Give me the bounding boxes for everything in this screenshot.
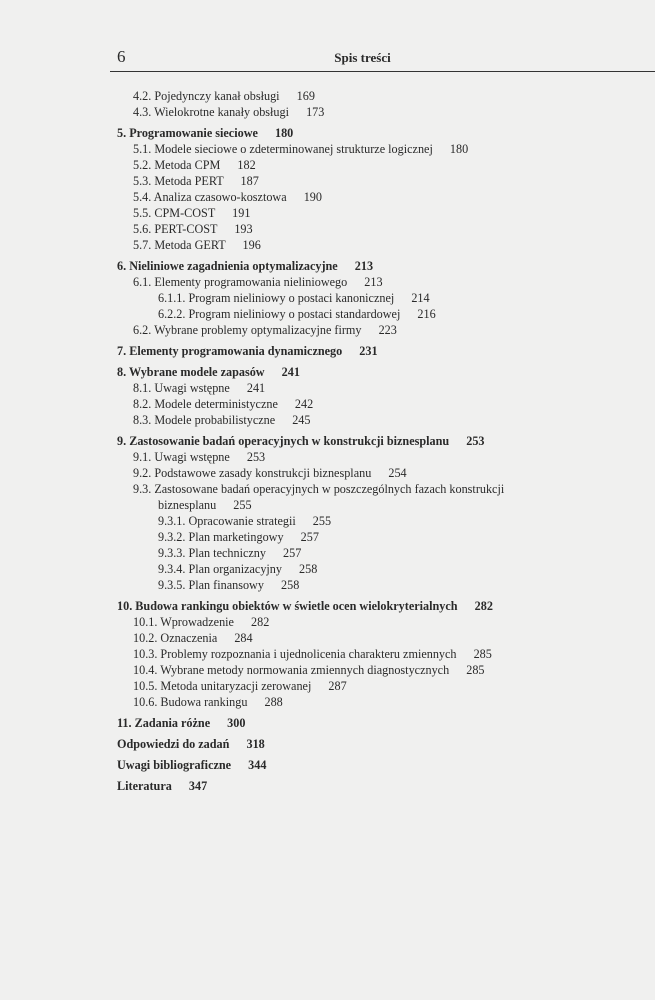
toc-chapter-entry <box>0 343 540 359</box>
toc-chapter-entry <box>0 778 540 794</box>
toc-entry-page: 241 <box>246 381 266 395</box>
toc-entry-number: 6.1. <box>133 275 152 289</box>
toc-section-entry <box>0 577 540 593</box>
toc-chapter-entry <box>0 715 540 731</box>
toc-section-entry <box>0 274 540 290</box>
toc-entry-title: Modele probabilistyczne <box>154 413 276 427</box>
toc-entry-page: 173 <box>306 105 325 119</box>
toc-entry-number: 10.1. <box>133 615 158 629</box>
toc-entry-number: 10.5. <box>133 679 158 693</box>
page-number: 6 <box>117 47 126 66</box>
toc-entry-number: 9.1. <box>133 450 152 464</box>
toc-entry-page: 282 <box>251 615 270 629</box>
toc-section-entry <box>0 646 540 662</box>
toc-entry-number: 9.3.3. <box>158 546 186 560</box>
toc-entry-number: 10.4. <box>133 663 158 677</box>
toc-entry-number: 4.3. <box>133 105 152 119</box>
toc-entry-page: 258 <box>299 562 318 576</box>
toc-section-entry <box>0 694 540 710</box>
toc-section-entry <box>0 322 540 338</box>
toc-section-entry <box>0 561 540 577</box>
toc-entry-number: 10.2. <box>133 631 158 645</box>
toc-entry-number: 5.4. <box>133 190 152 204</box>
toc-entry-title: Budowa rankingu <box>160 695 248 709</box>
toc-section-entry <box>0 412 540 428</box>
toc-entry-page: 285 <box>466 663 485 677</box>
toc-entry-title: Uwagi wstępne <box>154 381 230 395</box>
toc-entry-page: 288 <box>264 695 283 709</box>
toc-entry-title: Elementy programowania nieliniowego <box>154 275 348 289</box>
toc-section-entry <box>0 529 540 545</box>
toc-entry-number: 5.2. <box>133 158 152 172</box>
toc-entry-page: 285 <box>473 647 492 661</box>
toc-section-entry <box>0 630 540 646</box>
toc-entry-page: 214 <box>411 291 430 305</box>
header-rule <box>110 71 655 72</box>
toc-chapter-entry <box>0 125 540 141</box>
toc-entry-page: 284 <box>234 631 253 645</box>
toc-entry-title: Plan finansowy <box>188 578 264 592</box>
toc-entry-title: Program nieliniowy o postaci kanonicznej <box>188 291 395 305</box>
toc-section-entry <box>0 173 540 189</box>
toc-entry-page: 231 <box>359 344 378 358</box>
toc-chapter-entry <box>0 258 540 274</box>
toc-entry-page: 255 <box>233 498 252 512</box>
toc-entry-number: 10.3. <box>133 647 158 661</box>
toc-section-entry <box>0 205 540 221</box>
toc-section-entry <box>0 237 540 253</box>
toc-entry-title: Metoda CPM <box>154 158 221 172</box>
toc-entry-title: Nieliniowe zagadnienia optymalizacyjne <box>129 259 338 273</box>
toc-entry-number: 5.6. <box>133 222 152 236</box>
toc-section-entry <box>0 104 540 120</box>
toc-section-entry <box>0 396 540 412</box>
toc-entry-page: 182 <box>237 158 256 172</box>
toc-entry-title: Uwagi wstępne <box>154 450 230 464</box>
toc-entry-title: Plan techniczny <box>188 546 266 560</box>
toc-section-entry <box>0 614 540 630</box>
toc-entry-title: Elementy programowania dynamicznego <box>129 344 343 358</box>
toc-entry-title: Analiza czasowo-kosztowa <box>153 190 287 204</box>
toc-entry-number: 5.3. <box>133 174 152 188</box>
toc-entry-title: Literatura <box>117 779 172 793</box>
toc-entry-title: Plan organizacyjny <box>188 562 282 576</box>
toc-entry-page: 242 <box>294 397 314 411</box>
toc-entry-title: Budowa rankingu obiektów w świetle ocen wielokryterialnych <box>135 599 458 613</box>
toc-entry-title: Program nieliniowy o postaci standardowej <box>188 307 401 321</box>
table-of-contents <box>0 88 540 794</box>
toc-section-entry <box>0 662 540 678</box>
toc-entry-number: 10.6. <box>133 695 158 709</box>
toc-entry-title: Pojedynczy kanał obsługi <box>154 89 280 103</box>
toc-entry-page: 258 <box>281 578 300 592</box>
toc-section-entry <box>0 449 540 465</box>
toc-entry-page: 347 <box>188 779 208 793</box>
toc-entry-page: 216 <box>417 307 436 321</box>
toc-section-entry <box>0 189 540 205</box>
toc-entry-number: 5.5. <box>133 206 152 220</box>
toc-entry-number: 6.2.2. <box>158 307 186 321</box>
toc-entry-title: Oznaczenia <box>160 631 218 645</box>
toc-entry-number: 5.7. <box>133 238 152 252</box>
toc-entry-page: 193 <box>234 222 253 236</box>
toc-entry-number: 9.3.5. <box>158 578 186 592</box>
toc-entry-title: Zastosowane badań operacyjnych w poszczególnych fazach konstrukcji biznesplanu <box>154 482 505 512</box>
toc-entry-number: 9.3.1. <box>158 514 186 528</box>
toc-entry-title: Odpowiedzi do zadań <box>117 737 230 751</box>
toc-entry-page: 344 <box>248 758 267 772</box>
toc-entry-number: 5. <box>117 126 127 140</box>
toc-entry-number: 7. <box>117 344 127 358</box>
toc-entry-page: 196 <box>242 238 261 252</box>
toc-section-entry <box>0 306 540 322</box>
toc-section-entry <box>0 678 540 694</box>
toc-entry-title: Plan marketingowy <box>188 530 284 544</box>
toc-entry-page: 253 <box>246 450 266 464</box>
toc-entry-title: Wprowadzenie <box>160 615 234 629</box>
toc-entry-page: 180 <box>274 126 294 140</box>
toc-entry-title: PERT-COST <box>154 222 218 236</box>
toc-entry-page: 241 <box>281 365 300 379</box>
toc-section-entry <box>0 380 540 396</box>
toc-entry-title: Problemy rozpoznania i ujednolicenia charakteru zmiennych <box>160 647 457 661</box>
toc-entry-title: Metoda PERT <box>154 174 224 188</box>
toc-entry-page: 213 <box>364 275 383 289</box>
toc-entry-number: 8.3. <box>133 413 152 427</box>
toc-entry-number: 9.3. <box>133 482 152 496</box>
toc-entry-number: 6.2. <box>133 323 152 337</box>
toc-entry-title: Uwagi bibliograficzne <box>117 758 232 772</box>
toc-section-entry <box>0 88 540 104</box>
toc-entry-title: Wybrane modele zapasów <box>128 365 265 379</box>
toc-entry-number: 8. <box>117 365 127 379</box>
toc-section-entry <box>0 513 540 529</box>
toc-chapter-entry <box>0 433 540 449</box>
toc-section-entry <box>0 157 540 173</box>
toc-entry-number: 9.3.4. <box>158 562 186 576</box>
toc-entry-title: Modele sieciowe o zdeterminowanej strukturze logicznej <box>154 142 433 156</box>
toc-section-entry <box>0 465 540 481</box>
toc-entry-page: 287 <box>328 679 347 693</box>
toc-entry-number: 9. <box>117 434 127 448</box>
toc-entry-page: 191 <box>232 206 251 220</box>
toc-entry-page: 190 <box>303 190 322 204</box>
toc-entry-page: 257 <box>300 530 319 544</box>
toc-entry-title: Modele deterministyczne <box>154 397 278 411</box>
toc-chapter-entry <box>0 364 540 380</box>
running-title: Spis treści <box>334 50 391 65</box>
toc-entry-title: Podstawowe zasady konstrukcji biznesplanu <box>154 466 372 480</box>
toc-entry-title: Wielokrotne kanały obsługi <box>154 105 290 119</box>
toc-entry-number: 4.2. <box>133 89 152 103</box>
toc-entry-title: Programowanie sieciowe <box>129 126 258 140</box>
toc-entry-page: 254 <box>388 466 407 480</box>
toc-section-entry <box>0 481 540 513</box>
toc-entry-page: 213 <box>354 259 374 273</box>
toc-entry-page: 180 <box>449 142 469 156</box>
toc-entry-number: 9.3.2. <box>158 530 186 544</box>
toc-entry-page: 257 <box>283 546 302 560</box>
toc-entry-number: 8.2. <box>133 397 152 411</box>
toc-entry-page: 169 <box>296 89 315 103</box>
toc-entry-number: 6. <box>117 259 127 273</box>
toc-chapter-entry <box>0 736 540 752</box>
toc-section-entry <box>0 545 540 561</box>
toc-entry-number: 9.2. <box>133 466 152 480</box>
toc-entry-number: 5.1. <box>133 142 152 156</box>
toc-entry-title: Wybrane problemy optymalizacyjne firmy <box>154 323 362 337</box>
toc-entry-page: 187 <box>240 174 259 188</box>
toc-entry-title: Opracowanie strategii <box>188 514 296 528</box>
toc-entry-page: 318 <box>246 737 265 751</box>
toc-entry-title: Zastosowanie badań operacyjnych w konstrukcji biznesplanu <box>129 434 450 448</box>
toc-section-entry <box>0 290 540 306</box>
toc-entry-page: 245 <box>292 413 311 427</box>
toc-entry-title: Wybrane metody normowania zmiennych diagnostycznych <box>160 663 450 677</box>
toc-entry-page: 253 <box>466 434 485 448</box>
toc-entry-number: 11. <box>117 716 132 730</box>
toc-section-entry <box>0 141 540 157</box>
toc-entry-title: CPM-COST <box>154 206 216 220</box>
toc-entry-number: 10. <box>117 599 133 613</box>
toc-entry-title: Metoda unitaryzacji zerowanej <box>160 679 312 693</box>
toc-entry-page: 255 <box>312 514 332 528</box>
toc-section-entry <box>0 221 540 237</box>
toc-entry-page: 223 <box>378 323 397 337</box>
toc-entry-title: Zadania różne <box>134 716 211 730</box>
toc-entry-page: 282 <box>474 599 493 613</box>
toc-chapter-entry <box>0 598 540 614</box>
toc-entry-number: 8.1. <box>133 381 152 395</box>
toc-entry-number: 6.1.1. <box>158 291 186 305</box>
toc-entry-page: 300 <box>227 716 246 730</box>
toc-entry-title: Metoda GERT <box>154 238 226 252</box>
toc-chapter-entry <box>0 757 540 773</box>
